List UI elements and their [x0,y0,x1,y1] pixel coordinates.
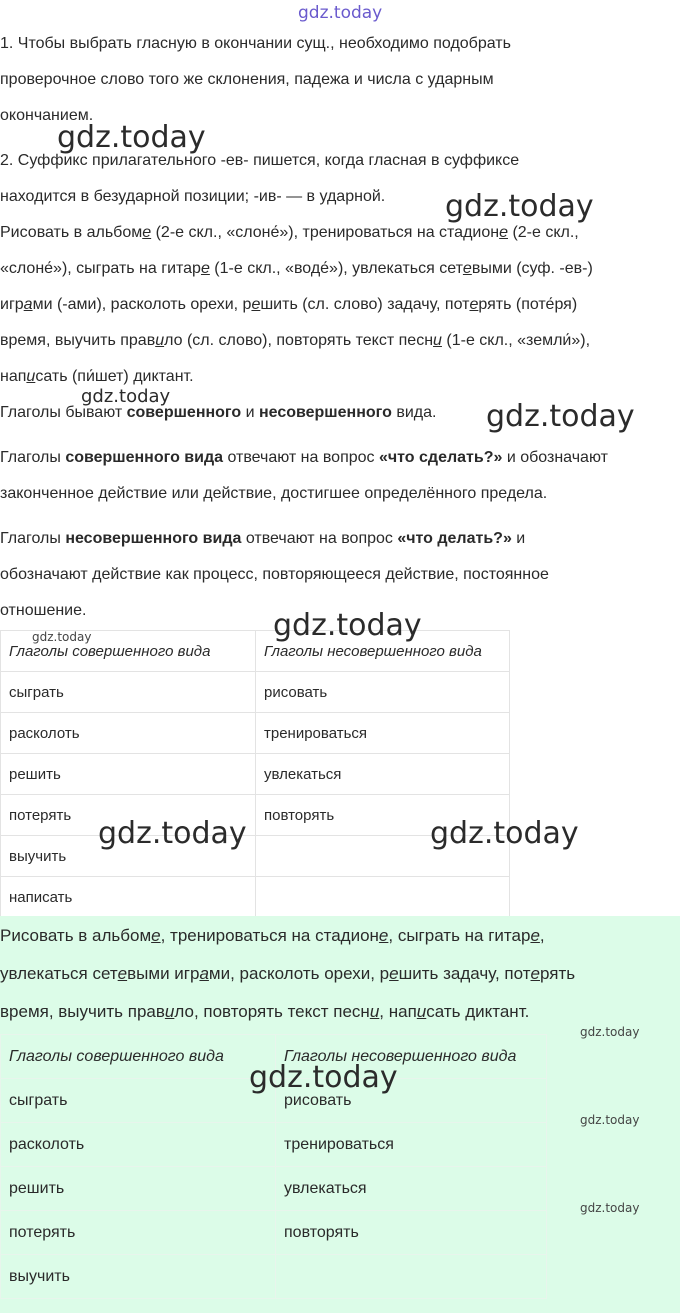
imperfective-line-2: обозначают действие как процесс, повторяющееся действие, постоянное [0,566,549,583]
rule-1-line-3: окончанием. [0,107,94,124]
watermark: gdz.today [486,399,635,434]
watermark: gdz.today [98,816,247,851]
table-row [1,877,510,918]
table-row [1,1211,547,1255]
table-cell: тренироваться [256,713,510,754]
table-cell: тренироваться [276,1123,547,1167]
table-cell [256,877,510,918]
table-cell: решить [1,1167,276,1211]
watermark: gdz.today [81,386,171,407]
watermark: gdz.today [430,816,579,851]
verbs-table [0,630,510,918]
rule-1-line-1: 1. Чтобы выбрать гласную в окончании сущ., необходимо подобрать [0,35,511,52]
table-header-row [1,631,510,672]
watermark: gdz.today [445,189,594,224]
table-cell: выучить [1,836,256,877]
table-header-imperfective: Глаголы несовершенного вида [256,631,510,672]
table-cell: рисовать [276,1079,547,1123]
watermark: gdz.today [298,3,383,23]
watermark: gdz.today [580,1025,640,1039]
exercise-line-5: написать (пи́шет) диктант. [0,368,194,385]
table-row [1,1079,547,1123]
answer-line-3: время, выучить правило, повторять текст песни, написать диктант. [0,1002,530,1021]
table-cell: сыграть [1,1079,276,1123]
table-cell: повторять [256,795,510,836]
watermark: gdz.today [580,1201,640,1215]
imperfective-line-1: Глаголы несовершенного вида отвечают на вопрос «что делать?» и [0,530,526,547]
table-header-perfective: Глаголы совершенного вида [1,1035,276,1079]
table-row [1,795,510,836]
answer-line-1: Рисовать в альбоме, тренироваться на стадионе, сыграть на гитаре, [0,926,545,945]
table-row [1,1255,547,1299]
perfective-line-1: Глаголы совершенного вида отвечают на вопрос «что сделать?» и обозначают [0,449,608,466]
table-cell: потерять [1,1211,276,1255]
table-row [1,1123,547,1167]
rule-2-line-2: находится в безударной позиции; -ив- — в ударной. [0,188,386,205]
watermark: gdz.today [32,630,92,644]
answer-verbs-table [0,1034,547,1299]
imperfective-line-3: отношение. [0,602,87,619]
table-cell: рисовать [256,672,510,713]
exercise-line-4: время, выучить правило (сл. слово), повторять текст песни (1-е скл., «земли́»), [0,332,591,349]
table-cell: повторять [276,1211,547,1255]
exercise-line-2: «слоне́»), сыграть на гитаре (1-е скл., «воде́»), увлекаться сетевыми (суф. -ев-) [0,260,593,277]
table-row [1,672,510,713]
table-row [1,1167,547,1211]
table-cell [276,1255,547,1299]
table-cell: сыграть [1,672,256,713]
table-cell [256,836,510,877]
table-cell: увлекаться [256,754,510,795]
table-cell: потерять [1,795,256,836]
table-cell: написать [1,877,256,918]
table-row [1,713,510,754]
table-row [1,754,510,795]
watermark: gdz.today [249,1060,398,1095]
rule-2-line-1: 2. Суффикс прилагательного -ев- пишется, когда гласная в суффиксе [0,152,520,169]
table-header-perfective: Глаголы совершенного вида [1,631,256,672]
watermark: gdz.today [273,608,422,643]
exercise-line-1: Рисовать в альбоме (2-е скл., «слоне́»), тренироваться на стадионе (2-е скл., [0,224,579,241]
table-cell: расколоть [1,1123,276,1167]
perfective-line-2: законченное действие или действие, достигшее определённого предела. [0,485,548,502]
table-header-row [1,1035,547,1079]
table-cell: расколоть [1,713,256,754]
exercise-line-3: играми (-ами), расколоть орехи, решить (сл. слово) задачу, потерять (поте́ря) [0,296,578,313]
table-header-imperfective: Глаголы несовершенного вида [276,1035,547,1079]
table-cell: решить [1,754,256,795]
watermark: gdz.today [580,1113,640,1127]
watermark: gdz.today [57,120,206,155]
table-cell: выучить [1,1255,276,1299]
table-row [1,836,510,877]
table-cell: увлекаться [276,1167,547,1211]
aspect-intro: Глаголы бывают совершенного и несовершенного вида. [0,404,437,421]
answer-line-2: увлекаться сетевыми играми, расколоть орехи, решить задачу, потерять [0,964,576,983]
rule-1-line-2: проверочное слово того же склонения, падежа и числа с ударным [0,71,494,88]
